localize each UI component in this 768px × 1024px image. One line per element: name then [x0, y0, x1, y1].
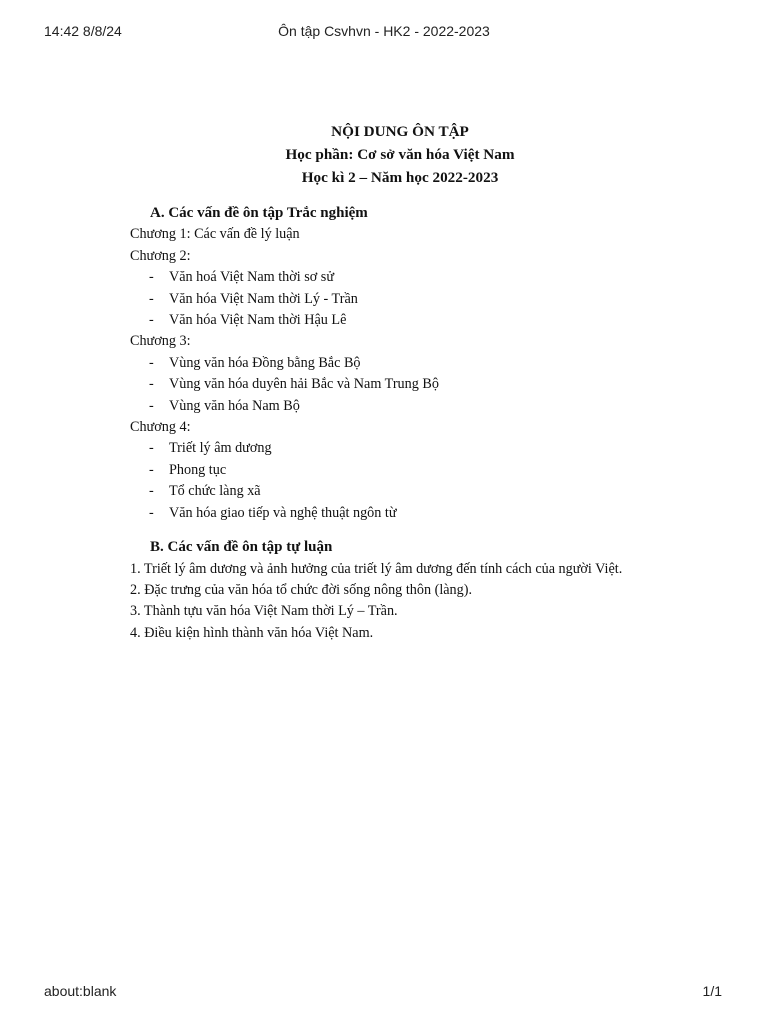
essay-item: 1. Triết lý âm dương và ảnh hưởng của triết lý âm dương đến tính cách của người Việt. [130, 560, 623, 577]
bullet-dash: - [149, 483, 154, 500]
bullet-dash: - [149, 504, 154, 521]
essay-list [130, 559, 650, 645]
bullet-dash: - [149, 397, 154, 414]
bullet-dash: - [149, 290, 154, 307]
print-datetime: 14:42 8/8/24 [44, 23, 122, 39]
essay-item: 2. Đặc trưng của văn hóa tổ chức đời sống nông thôn (làng). [130, 581, 473, 598]
chapter-label: Chương 3: [130, 333, 191, 350]
section-b-heading: B. Các vấn đề ôn tập tự luận [150, 539, 333, 556]
essay-item: 3. Thành tựu văn hóa Việt Nam thời Lý – Trần. [130, 603, 398, 620]
list-item: - Triết lý âm dương [130, 438, 670, 459]
bullet-dash: - [149, 269, 154, 286]
print-doc-title: Ôn tập Csvhvn - HK2 - 2022-2023 [278, 23, 490, 39]
document-title [130, 120, 670, 189]
chapter-label: Chương 1: Các vấn đề lý luận [130, 226, 300, 243]
chapter-2 [130, 246, 670, 332]
title-line: NỘI DUNG ÔN TẬP [331, 123, 469, 140]
print-url: about:blank [44, 983, 117, 999]
chapter-4 [130, 417, 670, 524]
list-item: - Tổ chức làng xã [130, 481, 670, 502]
print-footer [0, 983, 768, 1003]
list-item: - Văn hóa Việt Nam thời Hậu Lê [130, 310, 670, 331]
list-item: - Vùng văn hóa Đồng bằng Bắc Bộ [130, 353, 670, 374]
chapter-1 [130, 224, 670, 245]
list-item: - Vùng văn hóa Nam Bộ [130, 396, 670, 417]
page-number: 1/1 [702, 983, 722, 999]
list-item: - Văn hoá Việt Nam thời sơ sử [130, 267, 670, 288]
bullet-dash: - [149, 376, 154, 393]
list-item: - Vùng văn hóa duyên hải Bắc và Nam Trung Bộ [130, 374, 670, 395]
title-line: Học phần: Cơ sở văn hóa Việt Nam [285, 146, 515, 163]
essay-item: 4. Điều kiện hình thành văn hóa Việt Nam. [130, 624, 374, 641]
document-page [130, 120, 670, 644]
bullet-dash: - [149, 354, 154, 371]
list-item: - Phong tục [130, 460, 670, 481]
chapter-label: Chương 4: [130, 419, 191, 436]
chapter-3 [130, 331, 670, 417]
bullet-dash: - [149, 440, 154, 457]
chapter-label: Chương 2: [130, 247, 191, 264]
list-item: - Văn hóa Việt Nam thời Lý - Trần [130, 289, 670, 310]
bullet-dash: - [149, 461, 154, 478]
list-item: - Văn hóa giao tiếp và nghệ thuật ngôn từ [130, 503, 670, 524]
bullet-dash: - [149, 312, 154, 329]
print-header [0, 23, 768, 43]
section-a-heading: A. Các vấn đề ôn tập Trắc nghiệm [150, 205, 368, 221]
title-line: Học kì 2 – Năm học 2022-2023 [301, 169, 499, 186]
